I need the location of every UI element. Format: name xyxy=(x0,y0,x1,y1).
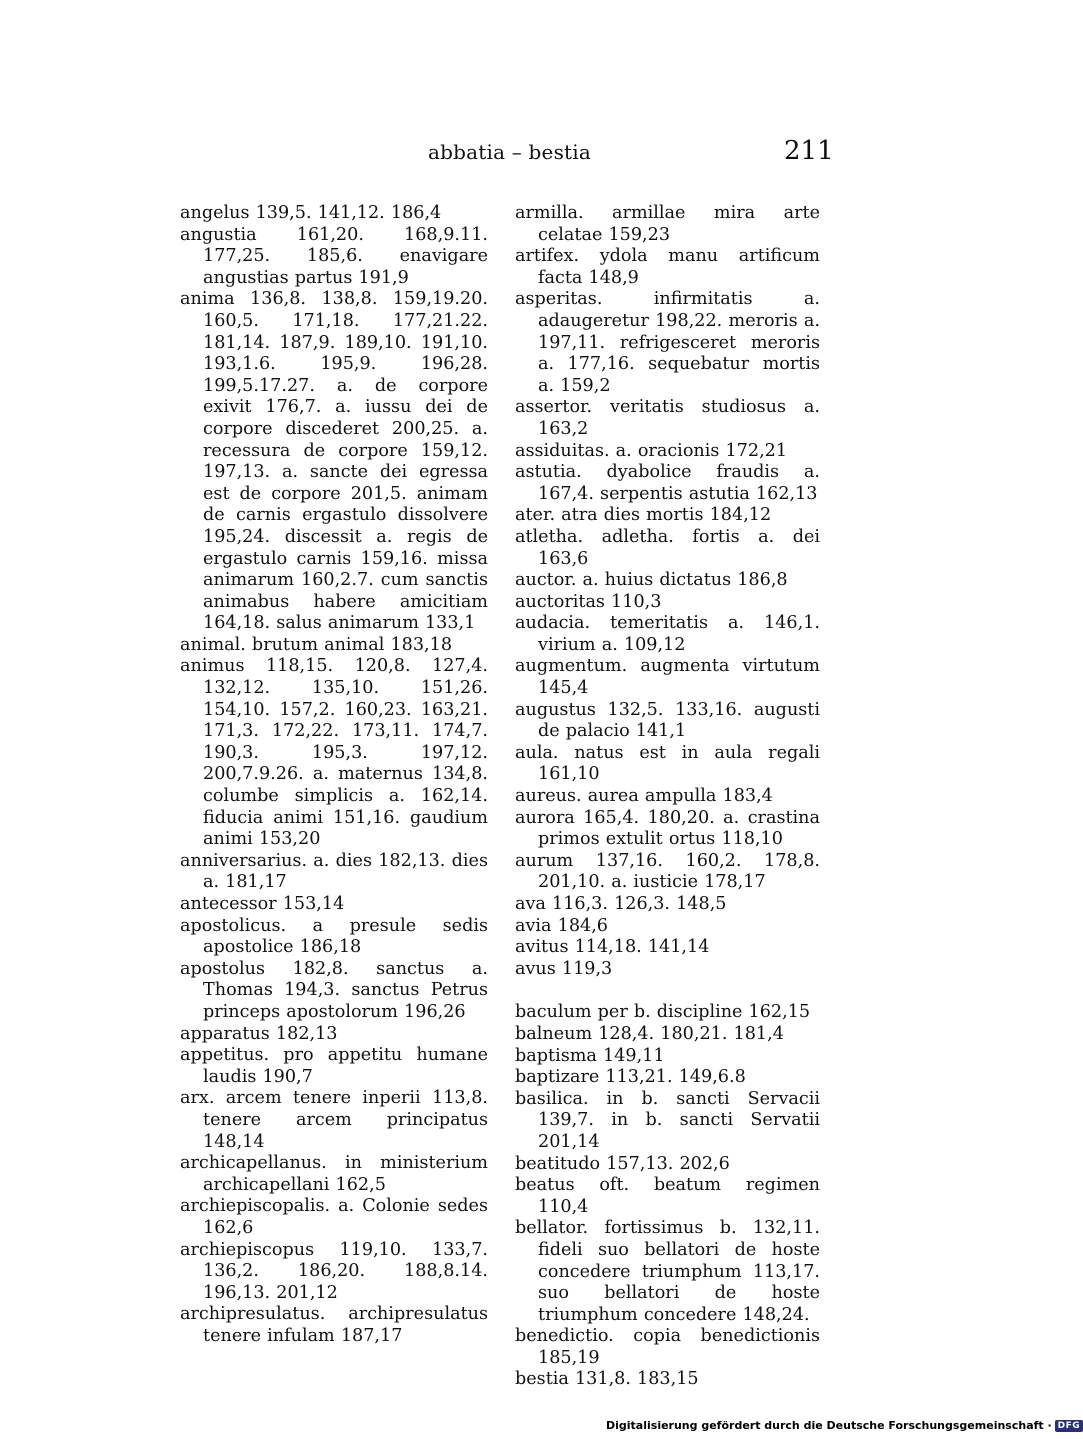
index-entry: antecessor 153,14 xyxy=(180,894,345,914)
index-entry: augustus 132,5. 133,16. augusti de palacio 141,1 xyxy=(515,699,820,742)
index-entry: apostolus 182,8. sanctus a. Thomas 194,3. sanctus Petrus princeps apostolorum 196,26 xyxy=(180,958,488,1022)
index-entry: animal. brutum animal 183,18 xyxy=(180,634,453,655)
index-entry: auctor. a. huius dictatus 186,8 xyxy=(515,570,788,591)
index-entry: avitus 114,18. 141,14 xyxy=(515,937,710,958)
index-entry: archicapellanus. in ministerium archicapellani 162,5 xyxy=(180,1153,488,1195)
index-entry: apparatus 182,13 xyxy=(180,1023,338,1044)
index-entry: avus 119,3 xyxy=(515,958,613,979)
index-entry: beatus oft. beatum regimen 110,4 xyxy=(515,1175,820,1217)
index-entry: aureus. aurea ampulla 183,4 xyxy=(515,786,773,807)
index-entry: bellator. fortissimus b. 132,11. fideli suo bellatori de hoste concedere triumphum 113,17. suo bellatori de hoste triumphum concedere 148,24. xyxy=(515,1218,820,1325)
footer xyxy=(606,1419,1083,1432)
right-column xyxy=(515,203,820,1391)
index-entry: baculum per b. discipline 162,15 xyxy=(515,1002,811,1023)
page-number: 211 xyxy=(784,136,834,166)
index-entry: benedictio. copia benedictionis 185,19 xyxy=(515,1326,820,1368)
index-entry: archiepiscopus 119,10. 133,7. 136,2. 186,20. 188,8.14. 196,13. 201,12 xyxy=(180,1239,488,1303)
index-entry: apostolicus. a presule sedis apostolice 186,18 xyxy=(180,915,488,958)
index-entry: baptisma 149,11 xyxy=(515,1045,665,1066)
index-entry: artifex. ydola manu artificum facta 148,9 xyxy=(515,246,820,288)
index-entry: angustia 161,20. 168,9.11. 177,25. 185,6. enavigare angustias partus 191,9 xyxy=(180,224,488,288)
index-entry: arx. arcem tenere inperii 113,8. tenere arcem principatus 148,14 xyxy=(180,1088,488,1152)
index-entry: basilica. in b. sancti Servacii 139,7. in b. sancti Servatii 201,14 xyxy=(515,1088,820,1152)
index-entry: armilla. armillae mira arte celatae 159,23 xyxy=(515,203,820,245)
index-entry: assertor. veritatis studiosus a. 163,2 xyxy=(515,397,820,439)
index-entry: animus 118,15. 120,8. 127,4. 132,12. 135,10. 151,26. 154,10. 157,2. 160,23. 163,21. 171,3. 172,22. 173,11. 174,7. 190,3. 195,3. 197,12. 200,7.9.26. a. maternus 134,8. columbe simplicis a. 162,14. fiducia animi 151,16. gaudium animi 153,20 xyxy=(180,656,488,850)
index-entry: angelus 139,5. 141,12. 186,4 xyxy=(180,203,442,223)
index-entry: assiduitas. a. oracionis 172,21 xyxy=(515,440,788,461)
index-entry: ava 116,3. 126,3. 148,5 xyxy=(515,894,727,914)
footer-text: Digitalisierung gefördert durch die Deutsche Forschungsgemeinschaft · xyxy=(606,1419,1052,1432)
index-entry: augmentum. augmenta virtutum 145,4 xyxy=(515,656,820,699)
index-entry: avia 184,6 xyxy=(515,915,609,936)
index-entry: audacia. temeritatis a. 146,1. virium a. 109,12 xyxy=(515,613,820,655)
index-entry: aurora 165,4. 180,20. a. crastina primos extulit ortus 118,10 xyxy=(515,807,820,850)
index-entry: atletha. adletha. fortis a. dei 163,6 xyxy=(515,526,820,569)
index-entry: asperitas. infirmitatis a. adaugeretur 198,22. meroris a. 197,11. refrigesceret meroris a. 177,16. sequebatur mortis a. 159,2 xyxy=(515,289,820,396)
index-entry: astutia. dyabolice fraudis a. 167,4. serpentis astutia 162,13 xyxy=(515,462,820,504)
left-column xyxy=(180,203,488,1347)
dfg-logo: DFG xyxy=(1055,1420,1083,1432)
index-entry: bestia 131,8. 183,15 xyxy=(515,1369,699,1390)
index-entry: auctoritas 110,3 xyxy=(515,591,662,612)
index-entry: archiepiscopalis. a. Colonie sedes 162,6 xyxy=(180,1196,488,1238)
index-entry: aula. natus est in aula regali 161,10 xyxy=(515,742,820,785)
index-entry: ater. atra dies mortis 184,12 xyxy=(515,505,772,526)
index-entry: balneum 128,4. 180,21. 181,4 xyxy=(515,1023,784,1044)
running-head: abbatia – bestia xyxy=(428,140,591,164)
index-entry: archipresulatus. archipresulatus tenere infulam 187,17 xyxy=(180,1304,488,1346)
index-entry: anima 136,8. 138,8. 159,19.20. 160,5. 171,18. 177,21.22. 181,14. 187,9. 189,10. 191,10. 193,1.6. 195,9. 196,28. 199,5.17.27. a. de corpore exivit 176,7. a. iussu dei de corpore discederet 200,25. a. recessura de corpore 159,12. 197,13. a. sancte dei egressa est de corpore 201,5. animam de carnis ergastulo dissolvere 195,24. discessit a. regis de ergastulo carnis 159,16. missa animarum 160,2.7. cum sanctis animabus habere amicitiam 164,18. salus animarum 133,1 xyxy=(180,289,488,634)
index-entry: beatitudo 157,13. 202,6 xyxy=(515,1153,730,1174)
index-entry: baptizare 113,21. 149,6.8 xyxy=(515,1067,746,1088)
index-entry: appetitus. pro appetitu humane laudis 190,7 xyxy=(180,1045,488,1087)
index-entry: aurum 137,16. 160,2. 178,8. 201,10. a. iusticie 178,17 xyxy=(515,850,820,893)
index-entry: anniversarius. a. dies 182,13. dies a. 181,17 xyxy=(180,850,488,893)
